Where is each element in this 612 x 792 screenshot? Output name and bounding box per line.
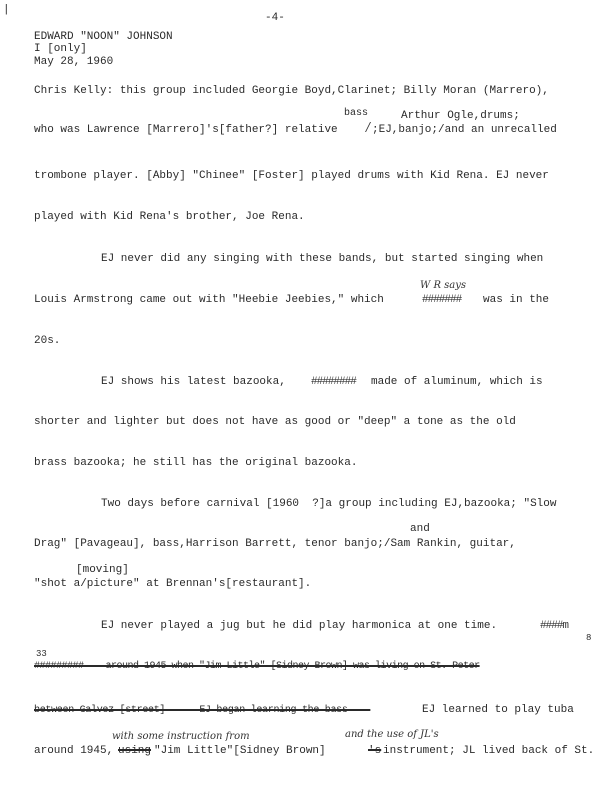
text-line-2b: ;EJ,banjo;/and an unrecalled xyxy=(372,124,557,136)
insert-wr-says: W R says xyxy=(420,280,467,291)
text-line-17c: instrument; JL lived back of St. xyxy=(383,745,595,757)
text-line-17a: around 1945, xyxy=(34,745,114,757)
text-line-8a: EJ shows his latest bazooka, xyxy=(101,376,286,388)
struck-text-17: using xyxy=(118,745,152,757)
text-line-8b: made of aluminum, which is xyxy=(371,376,543,388)
header-reel: I [only] xyxy=(34,43,87,55)
text-line-17b: "Jim Little"[Sidney Brown] xyxy=(154,745,326,757)
note-14: 8 xyxy=(586,633,592,643)
page-number: -4- xyxy=(265,12,285,24)
text-line-14: EJ never played a jug but he did play harmonica at one time. xyxy=(101,620,498,632)
header-name: EDWARD "NOON" JOHNSON xyxy=(34,31,173,43)
struck-line-15: ######### around 1945 when "Jim Little" [Sidney Brown] was living on St. Peter xyxy=(34,661,480,672)
text-line-7: 20s. xyxy=(34,335,61,347)
struck-text-17b: 's xyxy=(368,745,382,757)
insert-use-of-jl: and the use of JL's xyxy=(345,729,439,740)
text-line-6a: Louis Armstrong came out with "Heebie Jeebies," which xyxy=(34,294,384,306)
header-date: May 28, 1960 xyxy=(34,56,114,68)
insert-bass: bass xyxy=(344,108,369,119)
struck-text-8: ######## xyxy=(311,376,356,388)
text-line-2a: who was Lawrence [Marrero]'s[father?] relative xyxy=(34,124,338,136)
struck-text-14: ####m xyxy=(540,620,569,632)
insert-instruction: with some instruction from xyxy=(112,731,250,742)
text-line-4: played with Kid Rena's brother, Joe Rena. xyxy=(34,211,305,223)
insert-and: and xyxy=(410,523,430,535)
text-line-12: Drag" [Pavageau], bass,Harrison Barrett, tenor banjo;/Sam Rankin, guitar, xyxy=(34,538,516,550)
insert-moving: [moving] xyxy=(76,564,129,576)
insert-ogle: Arthur Ogle,drums; xyxy=(401,110,520,122)
struck-text-6: ####### xyxy=(422,294,462,306)
corner-mark: | xyxy=(3,4,10,16)
text-line-3: trombone player. [Abby] "Chinee" [Foster] played drums with Kid Rena. EJ never xyxy=(34,170,549,182)
text-line-9: shorter and lighter but does not have as good or "deep" a tone as the old xyxy=(34,416,516,428)
text-line-13: "shot a/picture" at Brennan's[restaurant]. xyxy=(34,578,312,590)
struck-line-16: between Galvez [street] EJ began learning the bass xyxy=(34,705,371,716)
text-line-6b: was in the xyxy=(483,294,550,306)
text-line-16: EJ learned to play tuba xyxy=(422,704,574,716)
text-line-1: Chris Kelly: this group included Georgie Boyd,Clarinet; Billy Moran (Marrero), xyxy=(34,85,549,97)
slash-mark: / xyxy=(366,120,371,134)
text-line-5: EJ never did any singing with these bands, but started singing when xyxy=(101,253,544,265)
text-line-10: brass bazooka; he still has the original bazooka. xyxy=(34,457,358,469)
note-15: 33 xyxy=(36,649,47,659)
text-line-11: Two days before carnival [1960 ?]a group including EJ,bazooka; "Slow xyxy=(101,498,557,510)
